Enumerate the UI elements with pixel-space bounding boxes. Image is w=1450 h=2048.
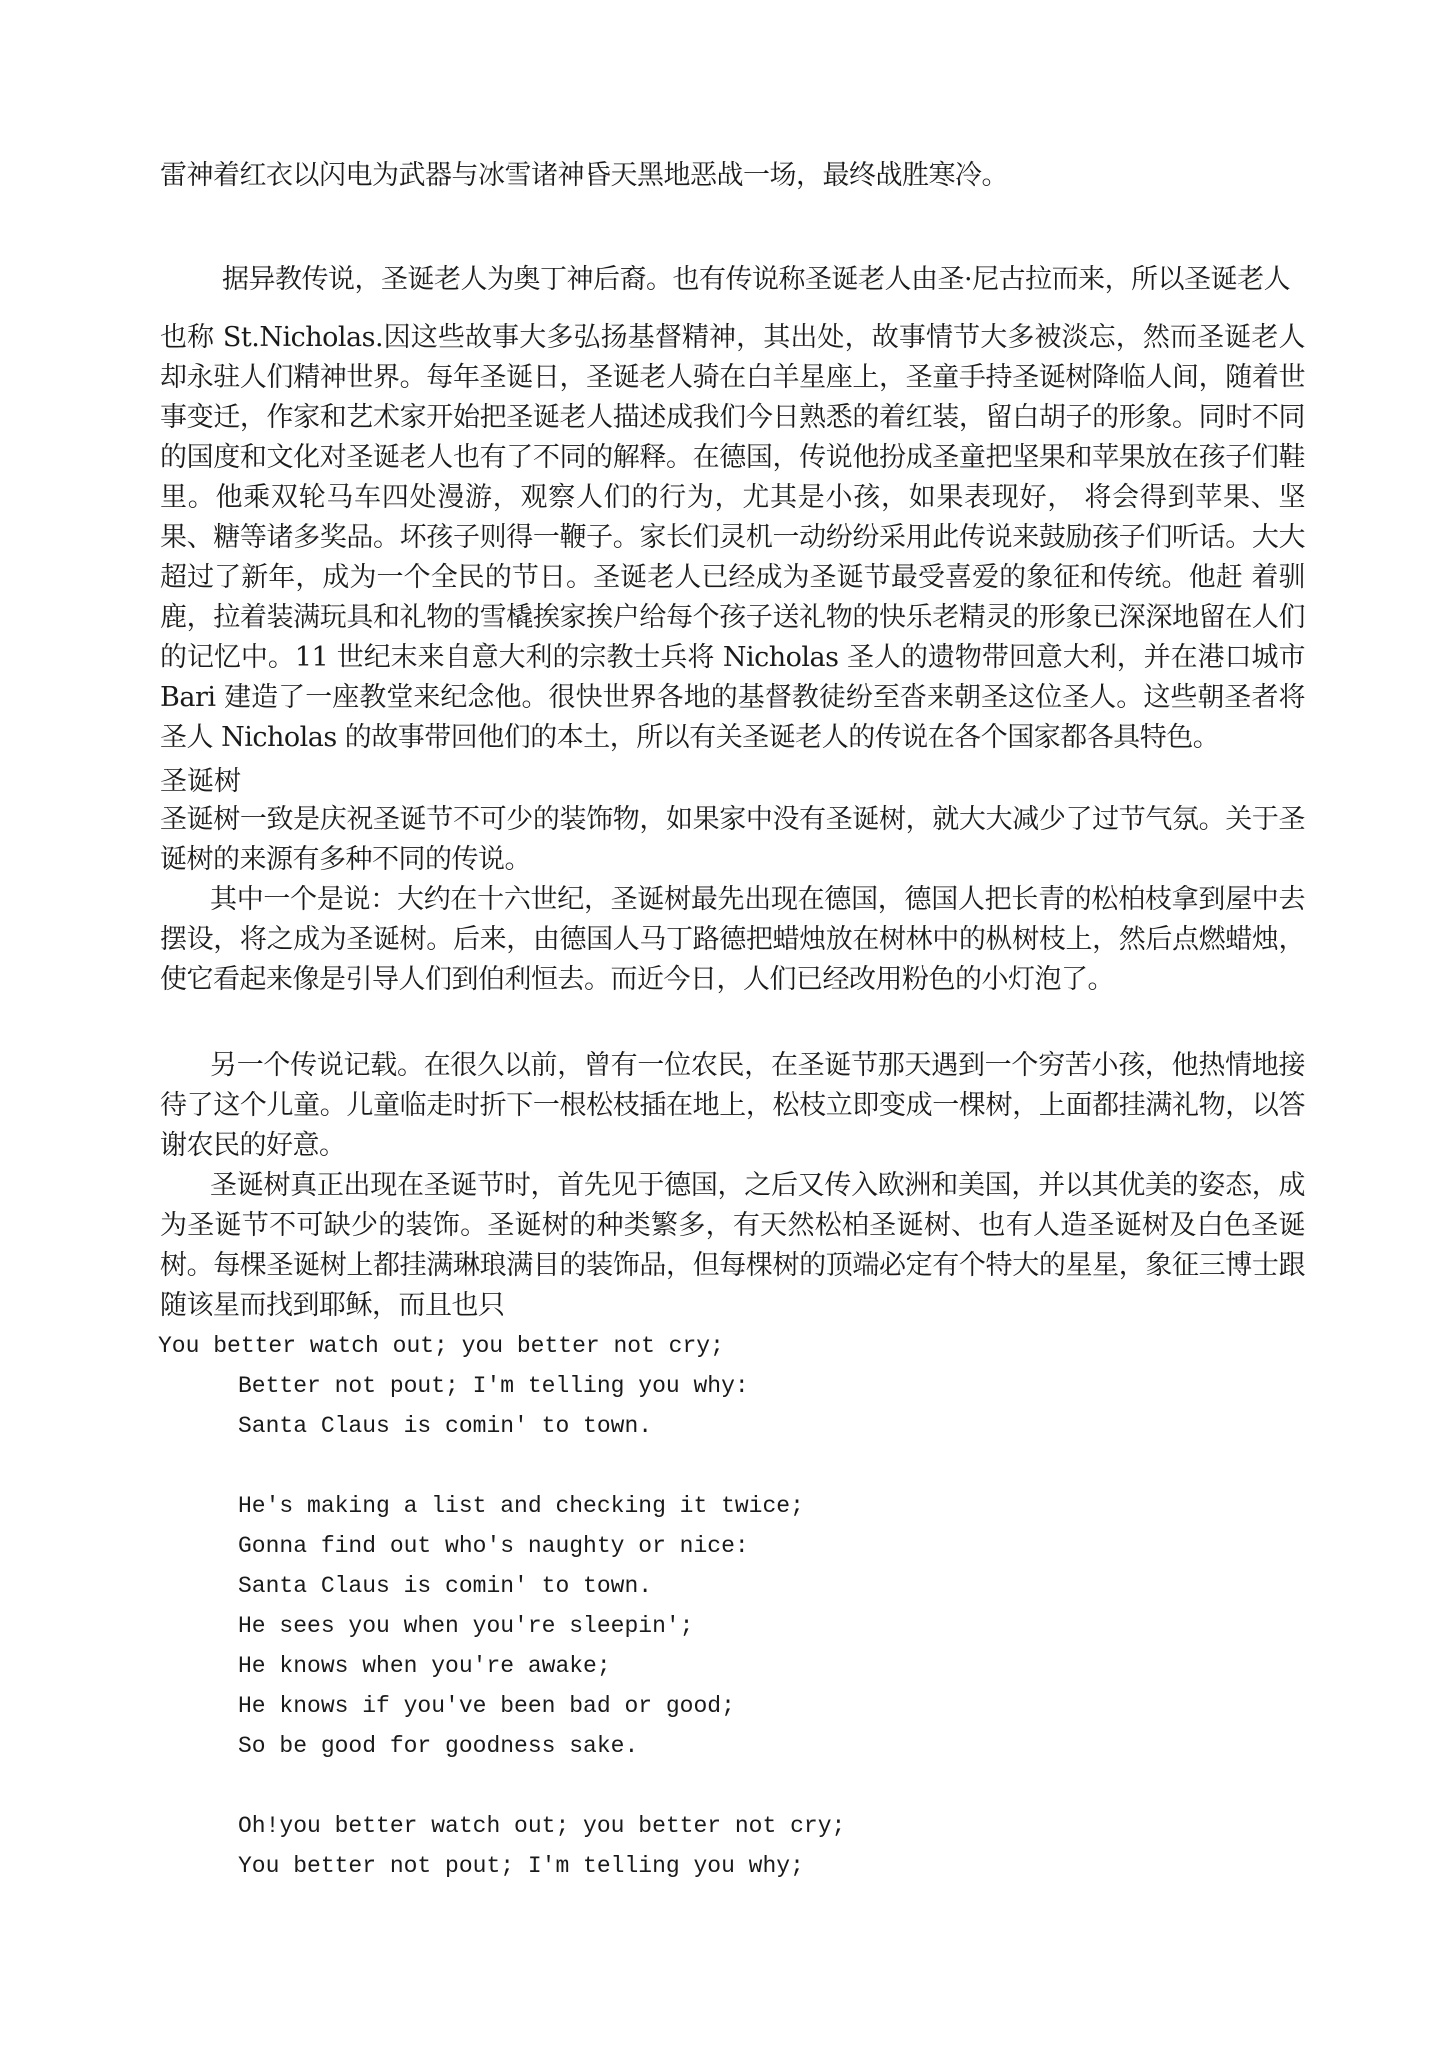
paragraph-santa-origin-first-line: 据异教传说，圣诞老人为奥丁神后裔。也有传说称圣诞老人由圣·尼古拉而来，所以圣诞老人 <box>222 264 1291 295</box>
lyric-line: You better not pout; I'm telling you why; <box>238 1853 804 1879</box>
lyric-line: You better watch out; you better not cry; <box>158 1333 724 1359</box>
paragraph-tree-legend-germany: 其中一个是说：大约在十六世纪，圣诞树最先出现在德国，德国人把长青的松柏枝拿到屋中去摆设，将之成为圣诞树。后来，由德国人马丁路德把蜡烛放在树林中的枞树枝上，然后点燃蜡烛，使它看起来像是引导人们到伯利恒去。而近今日，人们已经改用粉色的小灯泡了。 <box>160 884 1305 995</box>
paragraph-tree-intro: 圣诞树一致是庆祝圣诞节不可少的装饰物，如果家中没有圣诞树，就大大减少了过节气氛。关于圣诞树的来源有多种不同的传说。 <box>160 804 1305 875</box>
paragraph-santa-origin: 也称 St.Nicholas.因这些故事大多弘扬基督精神，其出处，故事情节大多被淡忘，然而圣诞老人却永驻人们精神世界。每年圣诞日，圣诞老人骑在白羊星座上，圣童手持圣诞树降临人间，随着世事变迁，作家和艺术家开始把圣诞老人描述成我们今日熟悉的着红装，留白胡子的形象。同时不同的国度和文化对圣诞老人也有了不同的解释。在德国，传说他扮成圣童把坚果和苹果放在孩子们鞋里。他乘双轮马车四处漫游，观察人们的行为，尤其是小孩，如果表现好， 将会得到苹果、坚果、糖等诸多奖品。坏孩子则得一鞭子。家长们灵机一动纷纷采用此传说来鼓励孩子们听话。大大超过了新年，成为一个全民的节日。圣诞老人已经成为圣诞节最受喜爱的象征和传统。他赶 着驯鹿，拉着装满玩具和礼物的雪橇挨家挨户给每个孩子送礼物的快乐老精灵的形象已深深地留在人们的记忆中。11 世纪末来自意大利的宗教士兵将 Nicholas 圣人的遗物带回意大利，并在港口城市 Bari 建造了一座教堂来纪念他。很快世界各地的基督教徒纷至沓来朝圣这位圣人。这些朝圣者将圣人 Nicholas 的故事带回他们的本土，所以有关圣诞老人的传说在各个国家都各具特色。 <box>160 322 1305 753</box>
lyric-line: Gonna find out who's naughty or nice: <box>238 1533 749 1559</box>
paragraph-thor: 雷神着红衣以闪电为武器与冰雪诸神昏天黑地恶战一场，最终战胜寒冷。 <box>160 160 1008 191</box>
lyric-line: So be good for goodness sake. <box>238 1733 639 1759</box>
lyric-line: Better not pout; I'm telling you why: <box>238 1373 749 1399</box>
paragraph-tree-legend-farmer: 另一个传说记载。在很久以前，曾有一位农民，在圣诞节那天遇到一个穷苦小孩，他热情地接待了这个儿童。儿童临走时折下一根松枝插在地上，松枝立即变成一棵树，上面都挂满礼物，以答谢农民的好意。 <box>160 1050 1305 1161</box>
paragraph-tree-history: 圣诞树真正出现在圣诞节时，首先见于德国，之后又传入欧洲和美国，并以其优美的姿态，成为圣诞节不可缺少的装饰。圣诞树的种类繁多，有天然松柏圣诞树、也有人造圣诞树及白色圣诞树。每棵圣诞树上都挂满琳琅满目的装饰品，但每棵树的顶端必定有个特大的星星，象征三博士跟随该星而找到耶稣，而且也只 <box>160 1170 1305 1321</box>
lyric-line: He sees you when you're sleepin'; <box>238 1613 694 1639</box>
section-heading-christmas-tree: 圣诞树 <box>160 766 241 797</box>
lyric-line: Santa Claus is comin' to town. <box>238 1413 653 1439</box>
lyric-line: He knows when you're awake; <box>238 1653 611 1679</box>
lyric-line: Oh!you better watch out; you better not cry; <box>238 1813 846 1839</box>
lyric-line: He's making a list and checking it twice; <box>238 1493 804 1519</box>
lyric-line: Santa Claus is comin' to town. <box>238 1573 653 1599</box>
lyric-line: He knows if you've been bad or good; <box>238 1693 735 1719</box>
